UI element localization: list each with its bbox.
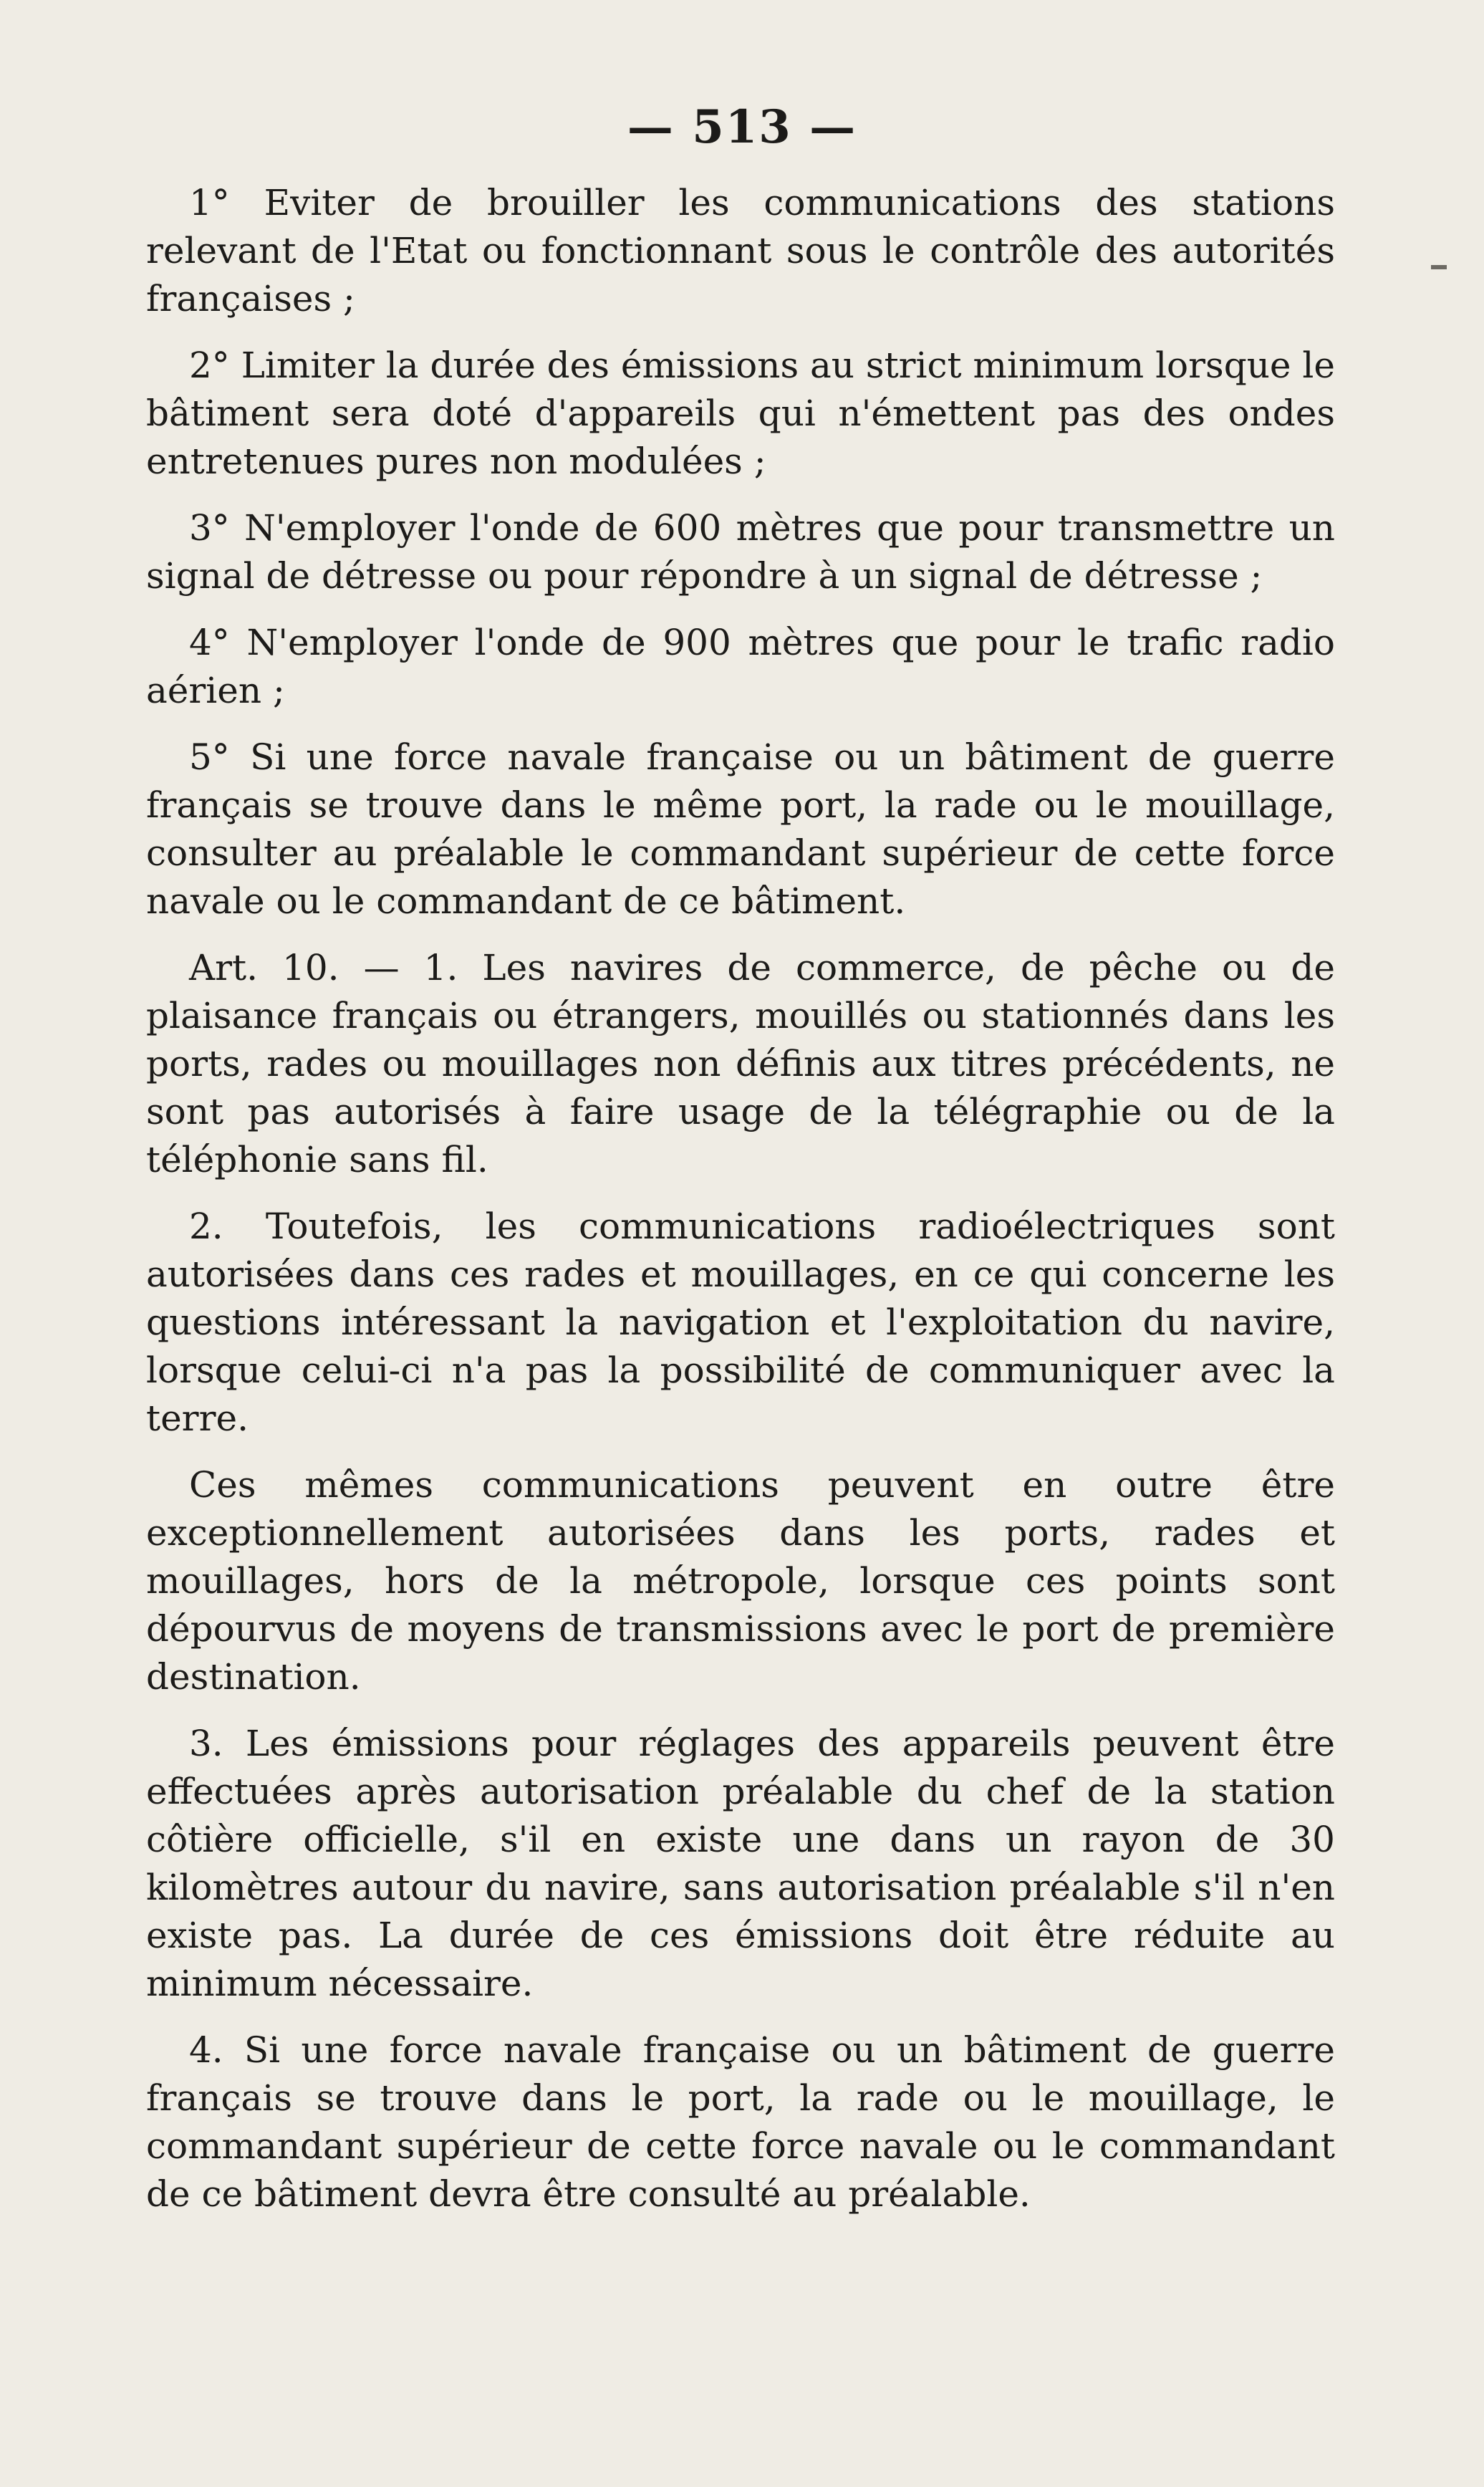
article-10-paragraph-3: 3. Les émissions pour réglages des appareils peuvent être effectuées après autorisation préalable du chef de la station côtière officielle, s'il en existe une dans un rayon de 30 kilomètres autour du navire, sans autorisation préalable s'il n'en existe pas. La durée de ces émissions doit être réduite au minimum nécessaire. [146,1723,1335,2004]
article-10-paragraph-2: 2. Toutefois, les communications radioélectriques sont autorisées dans ces rades et mouillages, en ce qui concerne les questions intéressant la navigation et l'exploitation du navire, lorsque celui-ci n'a pas la possibilité de communiquer avec la terre. [146,1206,1335,1439]
article-10-paragraph-2-continued: Ces mêmes communications peuvent en outre être exceptionnellement autorisées dans les ports, rades et mouillages, hors de la métropole, lorsque ces points sont dépourvus de moyens de transmissions avec le port de première destination. [146,1464,1335,1698]
page-number: — 513 — [627,100,857,154]
paragraph-item-3: 3° N'employer l'onde de 600 mètres que pour transmettre un signal de détresse ou pour répondre à un signal de détresse ; [146,507,1335,597]
article-10-paragraph-4: 4. Si une force navale française ou un bâtiment de guerre français se trouve dans le port, la rade ou le mouillage, le commandant supérieur de cette force navale ou le commandant de ce bâtiment devra être consulté au préalable. [146,2029,1335,2215]
paragraph-item-4: 4° N'employer l'onde de 900 mètres que pour le trafic radio aérien ; [146,622,1335,711]
article-10-paragraph-1: Art. 10. — 1. Les navires de commerce, de pêche ou de plaisance français ou étrangers, mouillés ou stationnés dans les ports, rades ou mouillages non définis aux titres précédents, ne sont pas autorisés à faire usage de la télégraphie ou de la téléphonie sans fil. [146,947,1335,1180]
document-body [146,179,1335,2218]
paragraph-item-1: 1° Eviter de brouiller les communications des stations relevant de l'Etat ou fonctionnant sous le contrôle des autorités françaises ; [146,182,1335,319]
paragraph-item-2: 2° Limiter la durée des émissions au strict minimum lorsque le bâtiment sera doté d'appareils qui n'émettent pas des ondes entretenues pures non modulées ; [146,345,1335,482]
margin-mark [1431,265,1447,269]
paragraph-item-5: 5° Si une force navale française ou un bâtiment de guerre français se trouve dans le même port, la rade ou le mouillage, consulter au préalable le commandant supérieur de cette force navale ou le commandant de ce bâtiment. [146,736,1335,922]
